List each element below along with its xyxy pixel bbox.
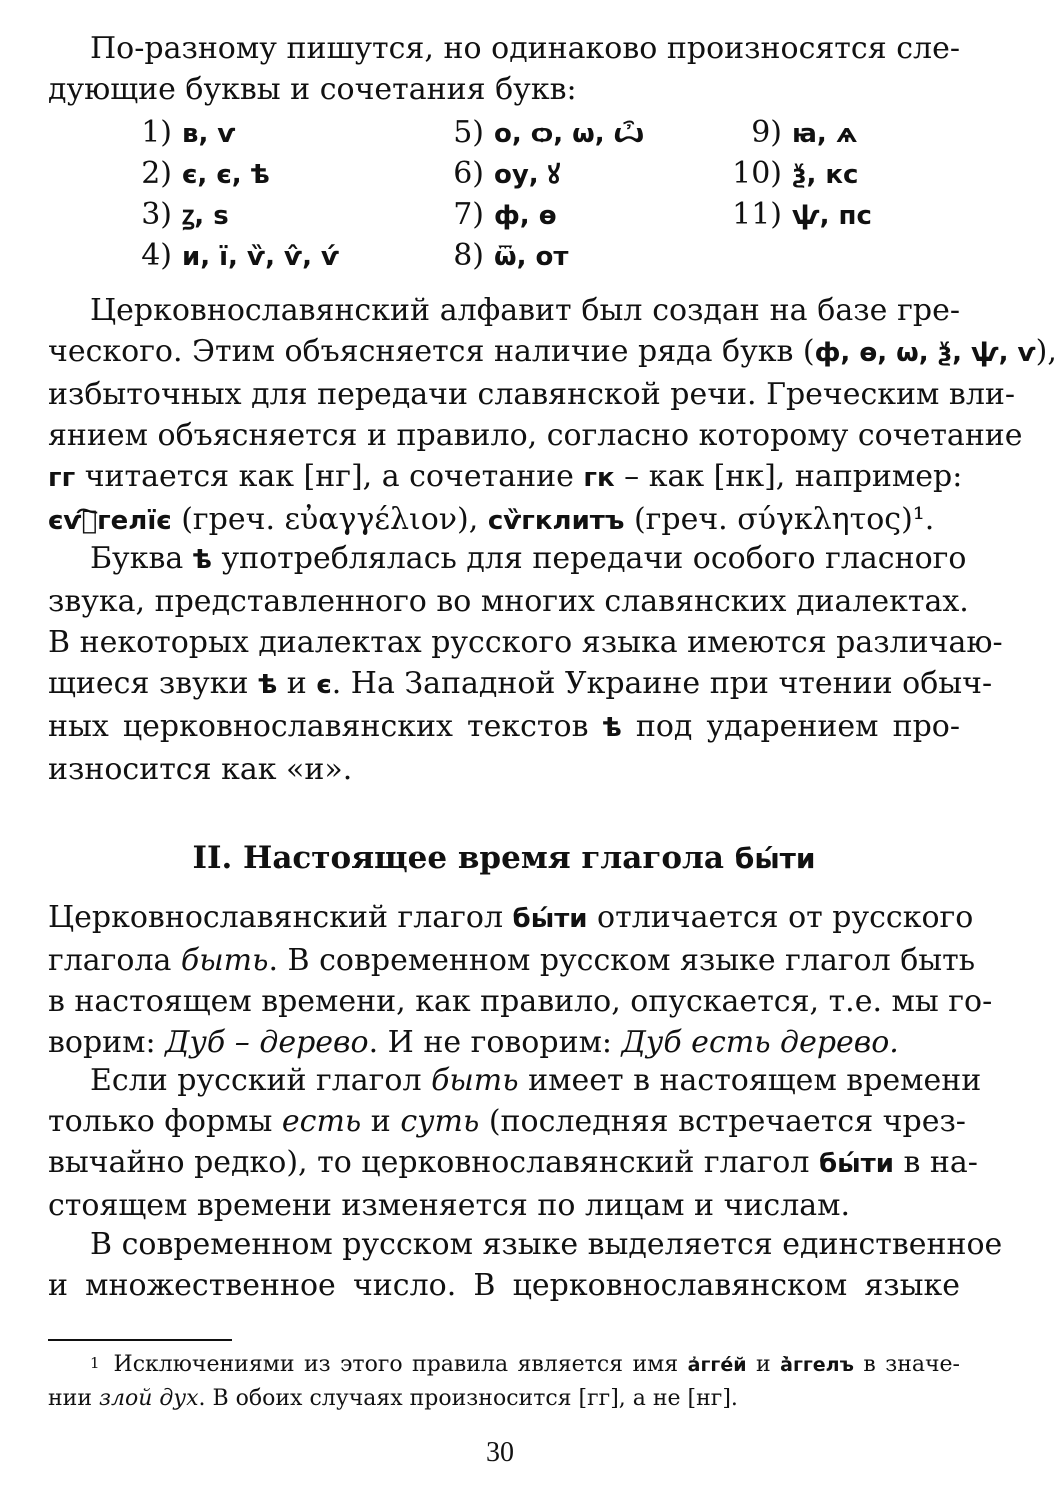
church-slavonic-text: єѵⷢ҇гелїє <box>48 506 172 536</box>
italic-term: быть <box>431 1063 519 1098</box>
text-line: вычайно редко), то церковнославянский глагол бы́ти в на- <box>48 1145 978 1180</box>
item-number: 11) <box>732 197 782 232</box>
text-line: В современном русском языке выделяется единственное <box>90 1227 1003 1262</box>
table-cell <box>424 153 560 196</box>
section-heading <box>48 836 960 881</box>
text-line: стоящем времени изменяется по лицам и числам. <box>48 1188 851 1223</box>
item-number: 9) <box>751 115 782 150</box>
item-number: 5) <box>453 115 484 150</box>
text-line: износится как «и». <box>48 752 353 787</box>
footnote-line: $^1$ Исключениями из этого правила является имя а҆гге́й и а҆̀ггелъ в значе- <box>90 1352 960 1377</box>
text-line: щиеся звуки ѣ и є. На Западной Украине при чтении обыч- <box>48 666 993 701</box>
text-line: звука, представленного во многих славянских диалектах. <box>48 584 969 619</box>
item-number: 1) <box>141 115 172 150</box>
item-number: 6) <box>453 156 484 191</box>
page-number: 30 <box>486 1437 514 1468</box>
text-line: Церковнославянский алфавит был создан на базе гре- <box>90 293 960 328</box>
item-number: 10) <box>732 156 782 191</box>
table-cell <box>722 112 857 155</box>
text-line: В некоторых диалектах русского языка имеются различаю- <box>48 625 1003 660</box>
letter-group: ꙗ, ѧ <box>792 119 858 149</box>
church-slavonic-text: ѣ <box>602 713 622 743</box>
item-number: 8) <box>453 238 484 273</box>
text-line: дующие буквы и сочетания букв: <box>48 72 577 107</box>
text-line: ных церковнославянских текстов ѣ под ударением про- <box>48 709 960 744</box>
footnote-mark: 1 <box>90 1354 100 1372</box>
paragraph-verb-byti <box>48 897 993 1063</box>
item-number: 7) <box>453 197 484 232</box>
letter-group: о, ѻ, ѡ, ѽ <box>494 119 645 149</box>
table-cell <box>112 194 229 237</box>
text-line: ческого. Этим объясняется наличие ряда букв (ф, ѳ, ѡ, ѯ, ѱ, ѵ), <box>48 334 1057 369</box>
table-row <box>112 235 942 276</box>
text-line: избыточных для передачи славянской речи. Греческим вли- <box>48 377 1016 412</box>
table-cell <box>424 194 557 237</box>
church-slavonic-text: ф, ѳ, ѡ, ѯ, ѱ, ѵ <box>814 338 1036 368</box>
text-line: Буква ѣ употреблялась для передачи особого гласного <box>90 541 967 576</box>
heading-text: II. Настоящее время глагола <box>192 840 735 876</box>
letter-group: и, ї, ѷ, ѵ̂, ѵ́ <box>182 242 340 272</box>
text-line: ворим: Дуб – дерево. И не говорим: Дуб есть дерево. <box>48 1025 899 1060</box>
table-row <box>112 194 942 235</box>
table-cell <box>112 153 270 196</box>
item-number: 2) <box>141 156 172 191</box>
letter-group: в, ѵ <box>182 119 236 149</box>
italic-example: Дуб есть дерево. <box>621 1025 899 1060</box>
text-line: янием объясняется и правило, согласно которому сочетание <box>48 418 1023 453</box>
church-slavonic-text: бы́ти <box>734 842 816 875</box>
text-line: єѵⷢ҇гелїє (греч. εὐαγγέλιον), сѷгклитъ (греч. σύγκλητος)¹. <box>48 502 935 537</box>
item-number: 4) <box>141 238 172 273</box>
paragraph-yat-letter <box>48 538 1003 790</box>
table-cell <box>722 194 872 237</box>
text-line: Церковнославянский глагол бы́ти отличается от русского <box>48 900 974 935</box>
table-cell <box>722 153 858 196</box>
table-cell <box>112 112 235 155</box>
footnote-separator <box>48 1339 232 1341</box>
letter-group: ф, ѳ <box>494 201 557 231</box>
church-slavonic-text: ѣ <box>258 670 278 700</box>
table-cell <box>424 112 644 155</box>
text-line: По-разному пишутся, но одинаково произносятся сле- <box>90 31 960 66</box>
church-slavonic-text: гг <box>48 463 76 493</box>
letter-group: ꙁ, ѕ <box>182 201 229 231</box>
italic-term: суть <box>400 1104 480 1139</box>
paragraph-present-forms <box>48 1060 982 1226</box>
italic-term: злой дух <box>98 1386 199 1411</box>
text-line: глагола быть. В современном русском языке глагол быть <box>48 943 976 978</box>
church-slavonic-text: сѷгклитъ <box>487 506 625 536</box>
church-slavonic-text: бы́ти <box>512 904 588 934</box>
text-line: и множественное число. В церковнославянском языке <box>48 1268 960 1303</box>
table-row <box>112 112 942 153</box>
church-slavonic-text: а҆̀ггелъ <box>780 1354 854 1376</box>
footnote <box>48 1348 960 1416</box>
italic-term: есть <box>281 1104 362 1139</box>
letter-group: ѿ, от <box>494 242 569 272</box>
text-line: гг читается как [нг], а сочетание гк – как [нк], например: <box>48 459 963 494</box>
church-slavonic-text: гк <box>583 463 615 493</box>
letter-correspondence-table <box>112 112 942 276</box>
table-cell <box>424 235 568 278</box>
paragraph-number-category <box>48 1224 1003 1306</box>
table-row <box>112 153 942 194</box>
item-number: 3) <box>141 197 172 232</box>
letter-group: ѯ, кс <box>792 160 859 190</box>
italic-term: быть <box>180 943 269 978</box>
italic-example: Дуб – дерево <box>165 1025 369 1060</box>
footnote-line: нии злой дух. В обоих случаях произносится [гг], а не [нг]. <box>48 1386 738 1411</box>
church-slavonic-text: бы́ти <box>818 1149 894 1179</box>
church-slavonic-text: є <box>316 670 332 700</box>
letter-group: є, є, ѣ <box>182 160 270 190</box>
letter-group: ѱ, пс <box>792 201 872 231</box>
church-slavonic-text: а҆гге́й <box>687 1354 747 1376</box>
paragraph-alphabet-origin <box>48 290 1057 542</box>
letter-group: оу, ꙋ <box>494 160 560 190</box>
text-line: Если русский глагол быть имеет в настоящем времени <box>90 1063 982 1098</box>
text-line: в настоящем времени, как правило, опускается, т.е. мы го- <box>48 984 993 1019</box>
table-cell <box>112 235 339 278</box>
church-slavonic-text: ѣ <box>192 545 212 575</box>
text-line: только формы есть и суть (последняя встречается чрез- <box>48 1104 966 1139</box>
intro-paragraph <box>48 28 960 110</box>
